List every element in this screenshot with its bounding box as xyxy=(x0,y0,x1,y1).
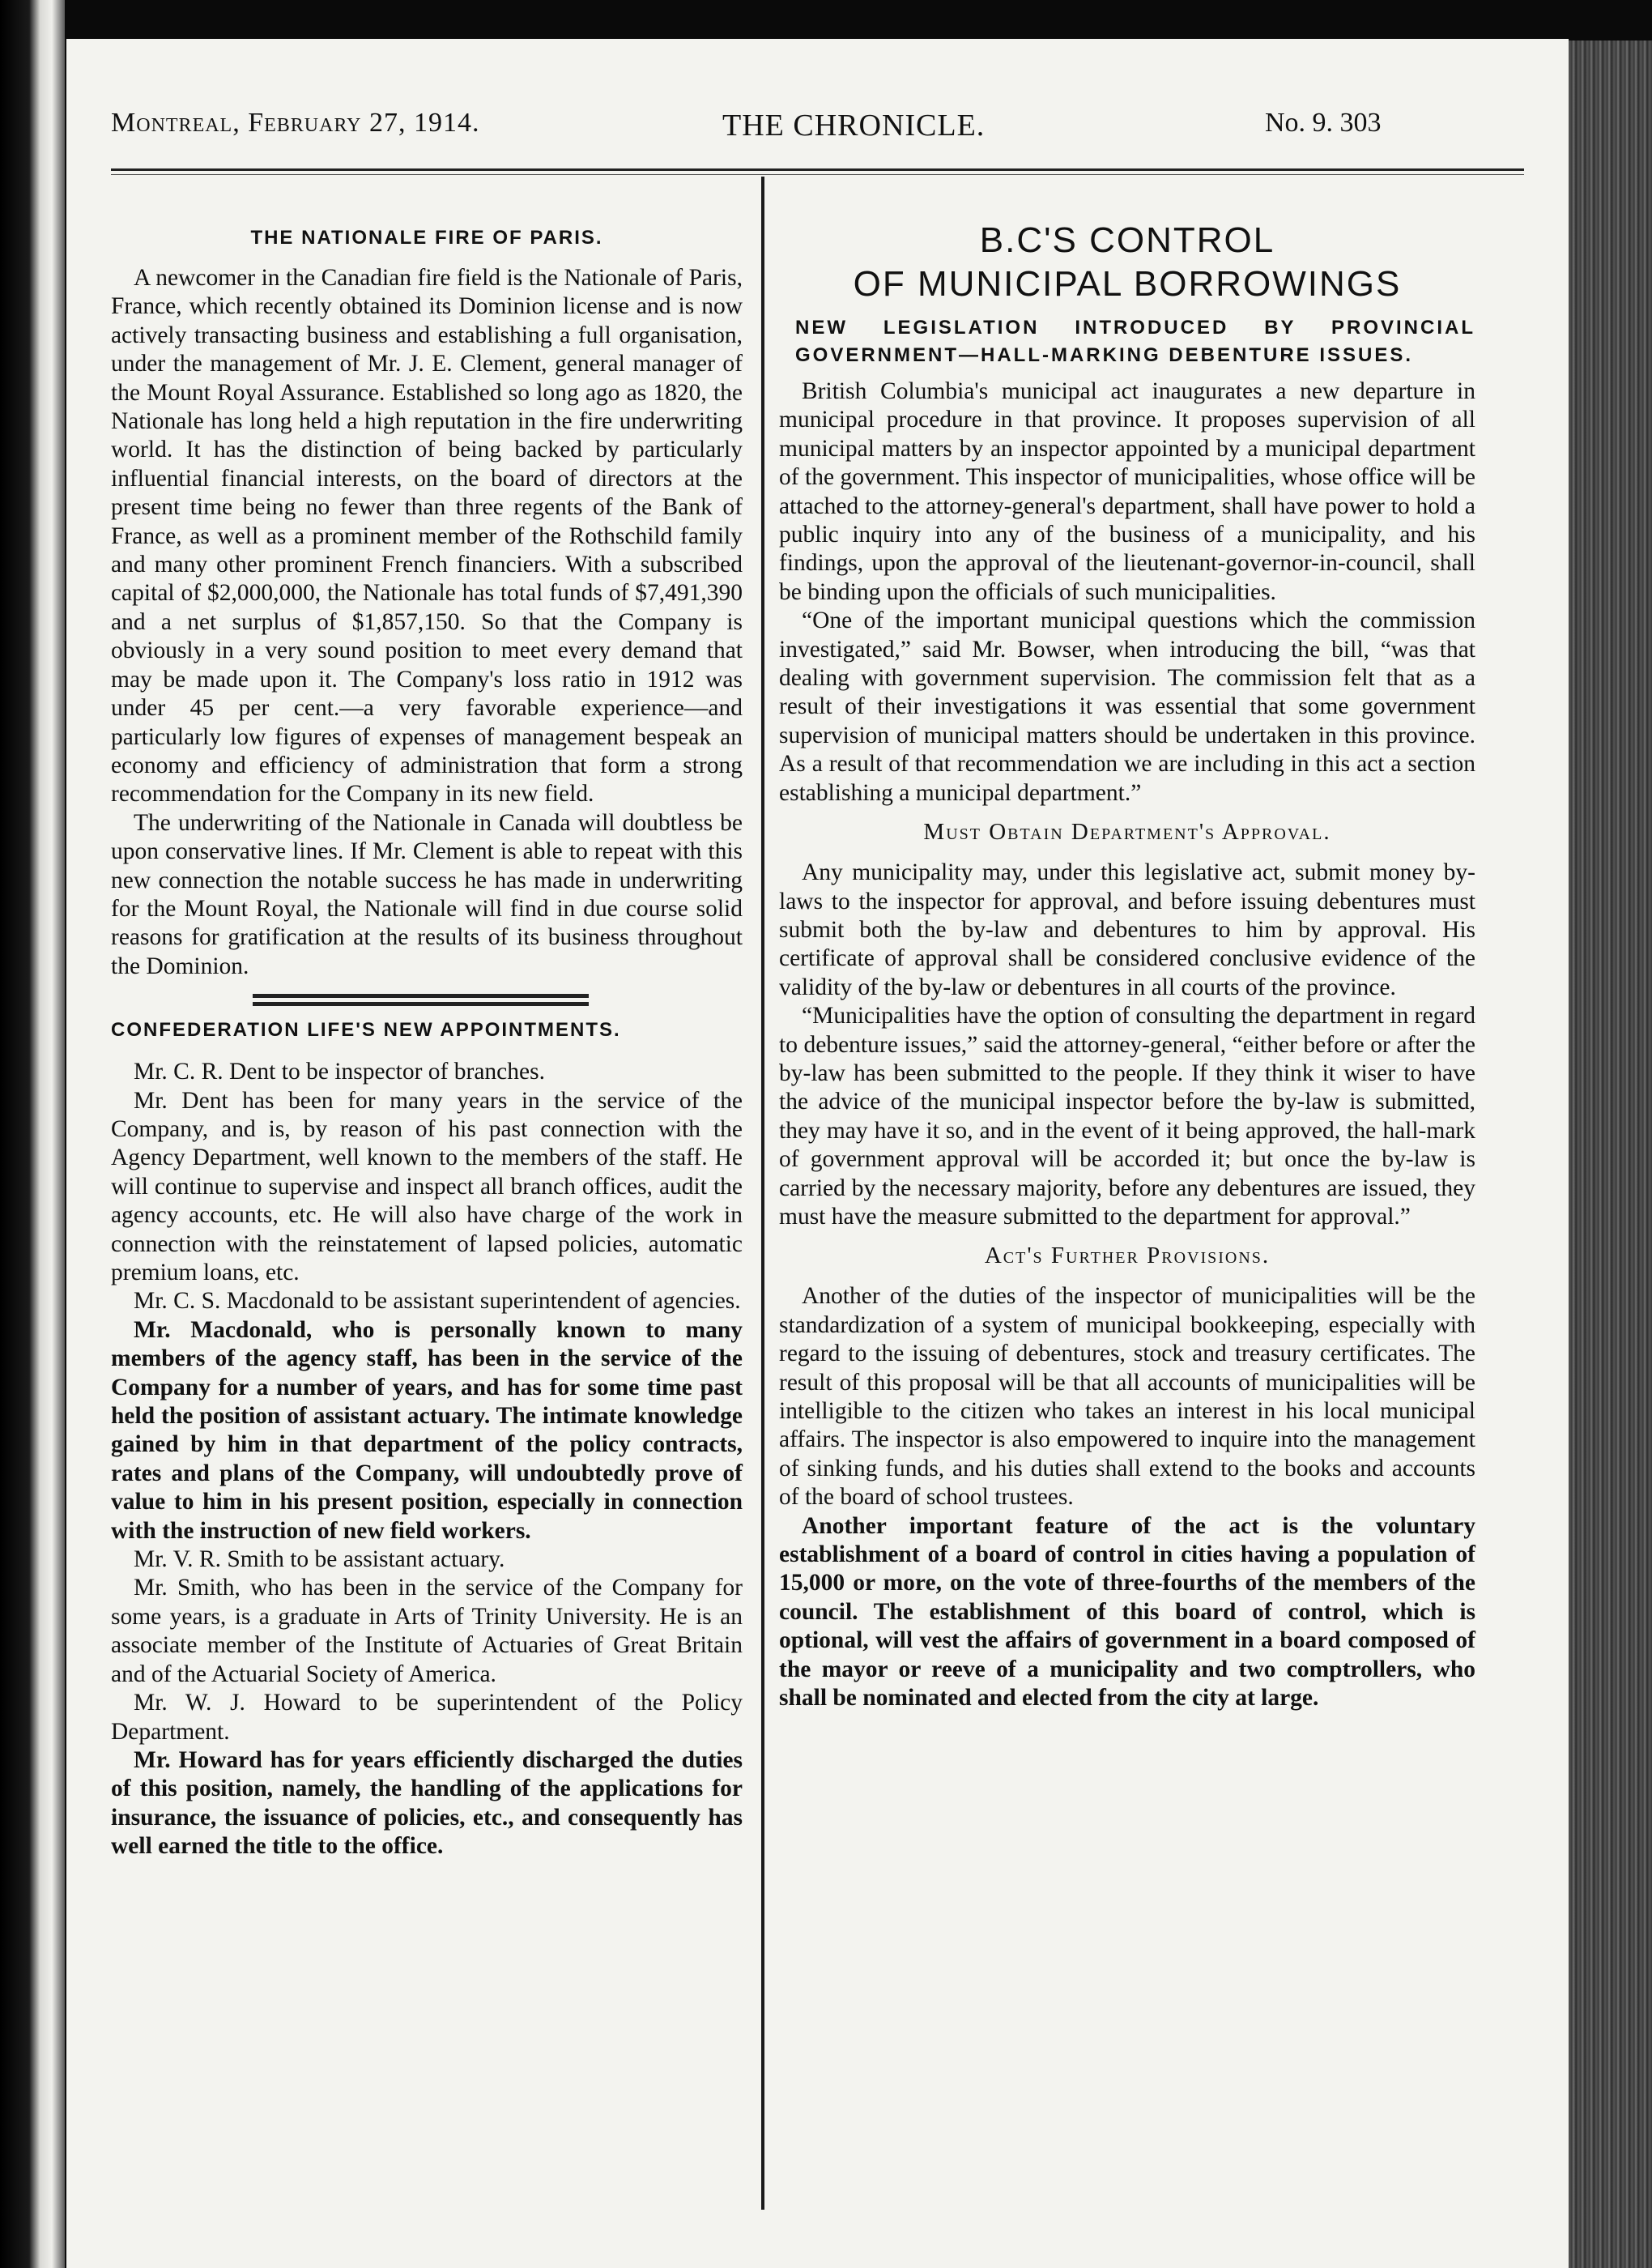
scan-left-edge xyxy=(0,0,65,2268)
article-title-nationale: THE NATIONALE FIRE OF PARIS. xyxy=(250,227,603,249)
subheadline: NEW LEGISLATION INTRODUCED BY PROVINCIAL GOVERNMENT—HALL-MARKING DEBENTURE ISSUES. xyxy=(795,317,1475,366)
column-divider xyxy=(761,177,764,2210)
paragraph: Mr. Smith, who has been in the service of the Company for some years, is a graduate in Arts of Trinity University. He is an associate member of the Institute of Actuaries of Great Britain and of the Actuarial Society of America. xyxy=(111,1575,743,1687)
paragraph: “One of the important municipal questions which the commission investigated,” said Mr. Bowser, when introducing the bill, “was that dealing with government supervision. The commission felt that as a result of their investigations it was essential that some government supervision of municipal matters should be undertaken in this province. As a result of that recommendation we are including in this act a section establishing a municipal department.” xyxy=(779,608,1475,806)
paragraph: Another important feature of the act is the voluntary establishment of a board of control in cities having a population of 15,000 or more, on the vote of three-fourths of the members of the council. The establishment of this board of control, which is optional, will vest the affairs of government in a board composed of the mayor or reeve of a municipality and two comptrollers, who shall be nominated and elected from the city at large. xyxy=(779,1512,1475,1712)
section-heading-provisions: Act's Further Provisions. xyxy=(984,1243,1271,1269)
section-heading-approval: Must Obtain Department's Approval. xyxy=(923,819,1331,846)
paragraph: Mr. Dent has been for many years in the service of the Company, and is, by reason of his past connection with the Agency Department, well known to the members of the staff. He will continue to supervise and inspect all branch offices, audit the agency accounts, etc. He will also have charge of the work in connection with the reinstatement of lapsed policies, automatic premium loans, etc. xyxy=(111,1087,743,1285)
paragraph: Mr. Macdonald, who is personally known to many members of the agency staff, has been in the service of the Company for a number of years, and has for some time past held the position of assistant actuary. The intimate knowledge gained by him in that department of the policy contracts, rates and plans of the Company, will undoubtedly prove of value to him in his present position, especially in connection with the instruction of new field workers. xyxy=(111,1316,743,1544)
paragraph: A newcomer in the Canadian fire field is the Nationale of Paris, France, which recently obtained its Dominion license and is now actively transacting business and establishing a full organisation, under the management of Mr. J. E. Clement, general manager of the Mount Royal Assurance. Established so long ago as 1820, the Nationale has long held a high reputation in the fire underwriting world. It has the distinction of being backed by particularly influential financial interests, on the board of directors at the present time being no fewer than three regents of the Bank of France, as well as a prominent member of the Rothschild family and many other prominent French financiers. With a subscribed capital of $2,000,000, the Nationale has total funds of $7,491,390 and a net surplus of $1,857,150. So that the Company is obviously in a very sound position to meet every demand that may be made upon it. The Company's loss ratio in 1912 was under 45 per cent.—a very favorable experience—and particularly low figures of expenses of management bespeak an economy and efficiency of administration that form a strong recommendation for the Company in its new field. xyxy=(111,265,743,808)
paragraph: Mr. Howard has for years efficiently discharged the duties of this position, namely, the handling of the applications for insurance, the issuance of policies, etc., and consequently has well earned the title to the office. xyxy=(111,1746,743,1860)
left-column xyxy=(111,185,743,1861)
paragraph: Mr. W. J. Howard to be superintendent of the Policy Department. xyxy=(111,1690,743,1745)
article-title-confederation: CONFEDERATION LIFE'S NEW APPOINTMENTS. xyxy=(111,1019,621,1042)
paragraph: Another of the duties of the inspector of municipalities will be the standardization of a system of municipal bookkeeping, especially with regard to the issuing of debentures, stock and treasury certificates. The result of this proposal will be that all accounts of municipalities will be intelligible to the citizen who takes an interest in his local municipal affairs. The inspector is also empowered to inquire into the management of sinking funds, and his duties shall extend to the books and accounts of the board of school trustees. xyxy=(779,1283,1475,1511)
paragraph: British Columbia's municipal act inaugurates a new departure in municipal procedure in that province. It proposes supervision of all municipal matters by an inspector appointed by a municipal department of the government. This inspector of municipalities, whose office will be attached to the attorney-general's department, shall have power to hold a public inquiry into any of the business of a municipality, and his findings, upon the approval of the lieutenant-governor-in-council, shall be binding upon the officials of such municipalities. xyxy=(779,378,1475,605)
header-rule xyxy=(111,168,1524,171)
paragraph: Mr. V. R. Smith to be assistant actuary. xyxy=(134,1546,505,1573)
paragraph: Any municipality may, under this legislative act, submit money by-laws to the inspector for approval, and before issuing debentures must submit both the by-law and debentures to him by approval. His certificate of approval shall be considered conclusive evidence of the validity of the by-law or debentures in all courts of the province. xyxy=(779,859,1475,1000)
header-dateline: Montreal, February 27, 1914. xyxy=(111,108,480,138)
right-column xyxy=(779,185,1475,1712)
paragraph: The underwriting of the Nationale in Canada will doubtless be upon conservative lines. If Mr. Clement is able to repeat with this new connection the notable success he has made in underwriting for the Mount Royal, the Nationale will find in due course solid reasons for gratification at the results of its business throughout the Dominion. xyxy=(111,809,743,979)
header-masthead: THE CHRONICLE. xyxy=(722,109,986,143)
book-page-stack xyxy=(1567,40,1652,2268)
paragraph: “Municipalities have the option of consulting the department in regard to debenture issues,” said the attorney-general, “either before or after the by-law has been submitted to the people. If they think it wiser to have the advice of the municipal inspector before the by-law is submitted, they may have it so, and in the event of it being approved, the hall-mark of government approval will be accorded it; but once the by-law is carried by the necessary majority, before any debentures are issued, they must have the measure submitted to the department for approval.” xyxy=(779,1003,1475,1230)
header-rule-thin xyxy=(111,174,1524,175)
paragraph: Mr. C. R. Dent to be inspector of branches. xyxy=(134,1059,545,1085)
paragraph: Mr. C. S. Macdonald to be assistant superintendent of agencies. xyxy=(134,1288,741,1315)
headline-line-1: B.C'S CONTROL xyxy=(979,220,1275,260)
headline xyxy=(779,219,1475,306)
newspaper-page xyxy=(66,39,1569,2268)
header-page-number: No. 9. 303 xyxy=(1265,108,1382,138)
headline-line-2: OF MUNICIPAL BORROWINGS xyxy=(853,264,1402,304)
section-double-rule xyxy=(253,994,589,1006)
